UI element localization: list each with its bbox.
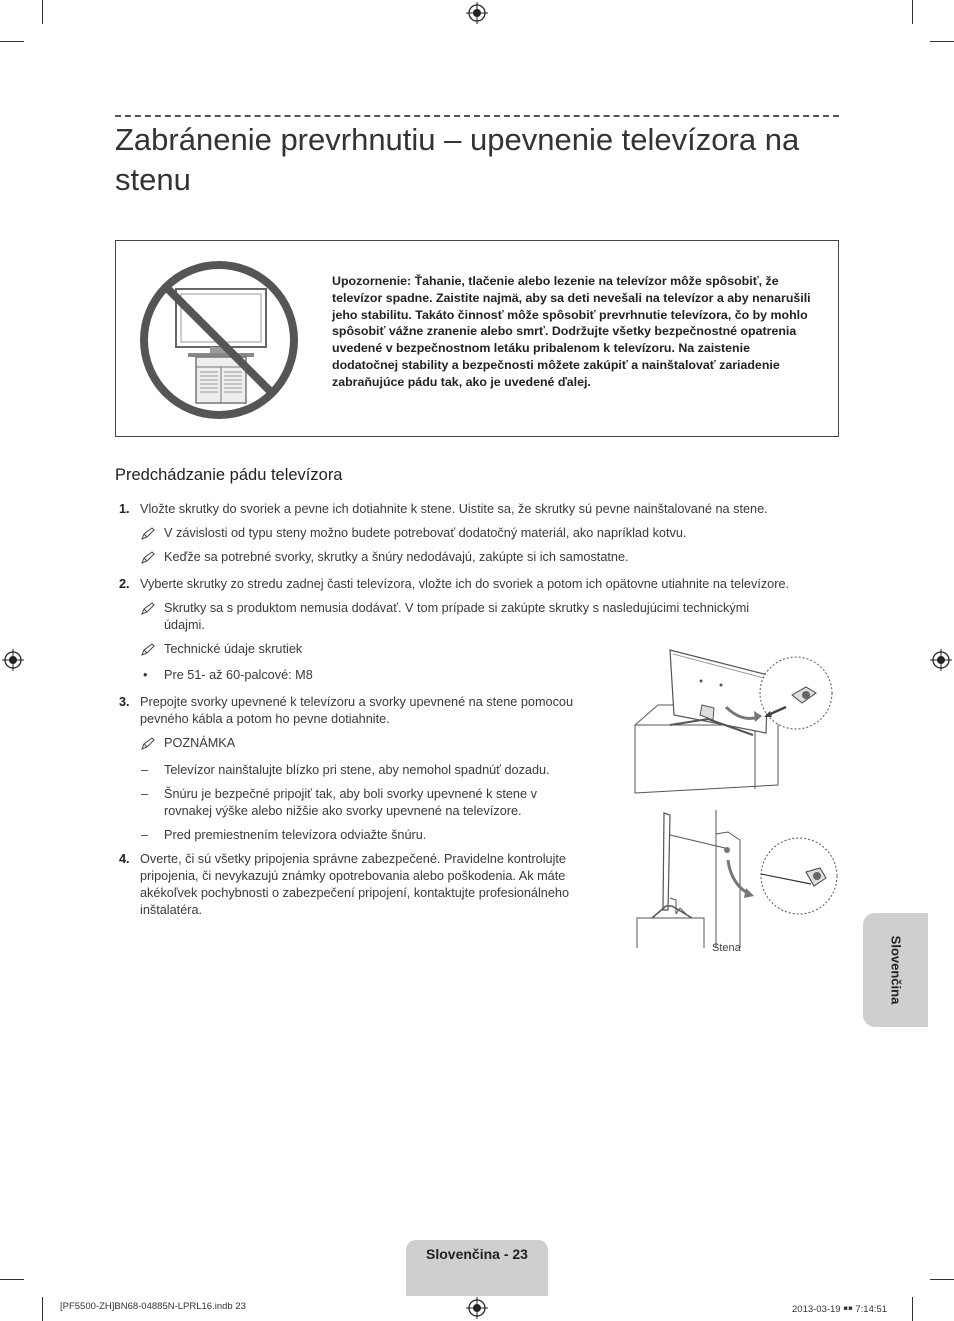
registration-mark-icon (466, 1297, 488, 1319)
crop-mark (930, 41, 954, 42)
section-heading: Predchádzanie pádu televízora (115, 466, 343, 484)
page-title: Zabránenie prevrhnutiu – upevnenie televízora na stenu (115, 122, 800, 197)
page-number-label: Slovenčina - 23 (426, 1246, 528, 1262)
warning-box (115, 240, 839, 437)
bullet-mark: • (143, 668, 148, 682)
step-text: Vložte skrutky do svoriek a pevne ich dotiahnite k stene. Uistite sa, že skrutky sú pevne nainštalované na stene. (140, 502, 768, 516)
figure-caption: Stena (712, 942, 741, 954)
note-pencil-icon (140, 527, 156, 541)
note-pencil-icon (140, 602, 156, 616)
step-text: Overte, či sú všetky pripojenia správne zabezpečené. Pravidelne kontrolujte (140, 852, 566, 866)
crop-mark (42, 0, 43, 24)
dash-text: Televízor nainštalujte blízko pri stene, aby nemohol spadnúť dozadu. (164, 763, 550, 777)
dash-text: Šnúru je bezpečné pripojiť tak, aby boli svorky upevnené k stene v (164, 787, 537, 801)
step-number: 1. (119, 502, 130, 516)
dash-text: rovnakej výške alebo nižšie ako svorky upevnené na televízore. (164, 804, 522, 818)
note-pencil-icon (140, 643, 156, 657)
title-divider (115, 115, 839, 117)
registration-mark-icon (466, 2, 488, 24)
dash-mark: – (141, 787, 149, 801)
crop-mark (930, 1279, 954, 1280)
dash-mark: – (141, 763, 149, 777)
tv-clamp-illustration (618, 645, 833, 795)
note-text: údajmi. (164, 618, 205, 632)
note-text: Technické údaje skrutiek (164, 642, 303, 656)
note-text: Skrutky sa s produktom nemusia dodávať. V tom prípade si zakúpte skrutky s nasledujúcimi technickými (164, 601, 750, 615)
wall-anchor-illustration (636, 810, 841, 950)
crop-mark (0, 41, 24, 42)
step-text: pevného kábla a potom ho pevne dotiahnite. (140, 712, 390, 726)
page-number-tab (406, 1240, 548, 1296)
crop-mark (912, 0, 913, 24)
note-pencil-icon (140, 737, 156, 751)
language-side-tab (863, 913, 928, 1027)
print-timestamp: 2013-03-19 ￭￭ 7:14:51 (792, 1304, 888, 1315)
step-text: Vyberte skrutky zo stredu zadnej časti televízora, vložte ich do svoriek a potom ich opätovne utiahnite na televízore. (140, 577, 790, 591)
step-number: 2. (119, 577, 130, 591)
step-text: Prepojte svorky upevnené k televízoru a svorky upevnené na stene pomocou (140, 695, 574, 709)
step-number: 3. (119, 695, 130, 709)
registration-mark-icon (2, 649, 24, 671)
step-text: pripojenia, či nevykazujú známky opotrebovania alebo poškodenia. Ak máte (140, 869, 566, 883)
no-climbing-tv-icon (138, 259, 300, 421)
print-file-info: [PF5500-ZH]BN68-04885N-LPRL16.indb 23 (60, 1301, 246, 1312)
bullet-text: Pre 51- až 60-palcové: M8 (164, 668, 313, 682)
step-number: 4. (119, 852, 130, 866)
note-label: POZNÁMKA (164, 736, 236, 750)
warning-text: Upozornenie: Ťahanie, tlačenie alebo lezenie na televízor môže spôsobiť, že televízor spadne. Zaistite najmä, aby sa deti nevešali na televízor a aby nenarušili jeho stabilitu. Takáto činnosť môže spôsobiť prevrhnutie televízora, čo by mohlo spôsobiť vážne zranenie alebo smrť. Dodržujte všetky bezpečnostné opatrenia uvedené v bezpečnostnom letáku pribalenom k televízoru. Na zaistenie dodatočnej stability a bezpečnosti môžete zakúpiť a nainštalovať zariadenie zabraňujúce pádu tak, ako je uvedené ďalej. (332, 274, 811, 389)
language-side-tab-label: Slovenčina (888, 935, 903, 1005)
dash-mark: – (141, 828, 149, 842)
crop-mark (0, 1279, 24, 1280)
crop-mark (912, 1297, 913, 1321)
step-text: inštalatéra. (140, 903, 203, 917)
step-text: akékoľvek pochybnosti o zabezpečení pripojení, kontaktujte profesionálneho (140, 886, 570, 900)
note-pencil-icon (140, 551, 156, 565)
dash-text: Pred premiestnením televízora odviažte šnúru. (164, 828, 427, 842)
note-text: Keďže sa potrebné svorky, skrutky a šnúry nedodávajú, zakúpte si ich samostatne. (164, 550, 629, 564)
crop-mark (42, 1297, 43, 1321)
registration-mark-icon (930, 649, 952, 671)
note-text: V závislosti od typu steny možno budete potrebovať dodatočný materiál, ako napríklad kotvu. (164, 526, 687, 540)
